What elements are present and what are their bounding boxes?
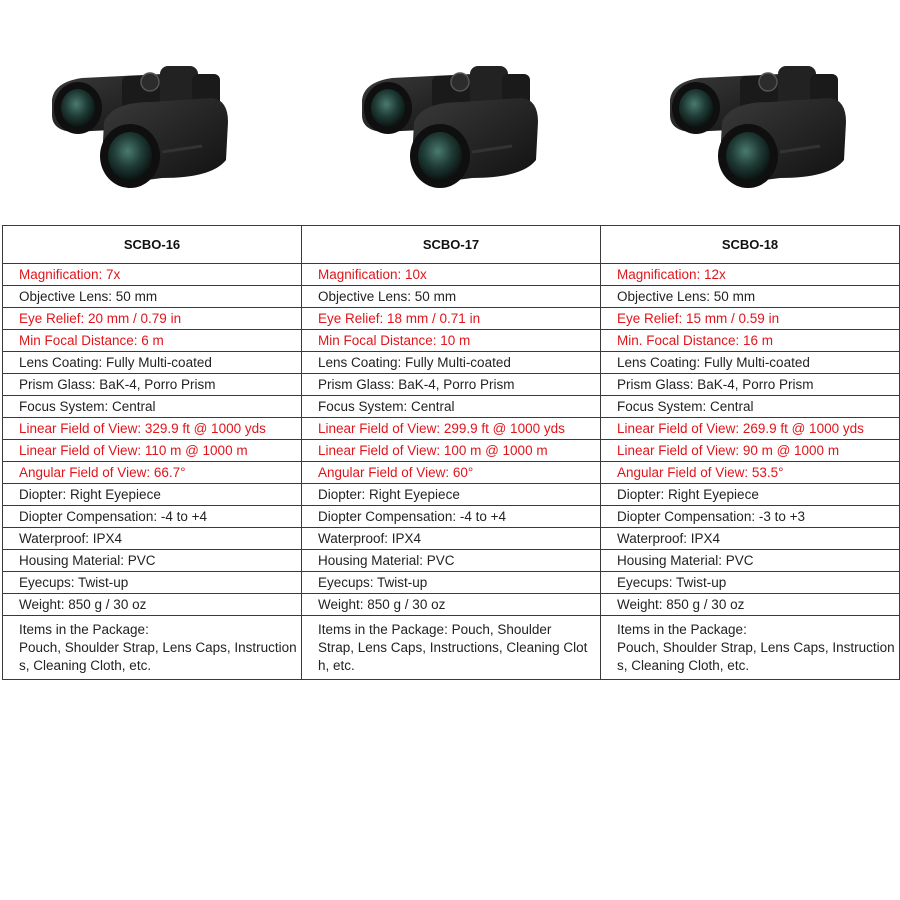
spec-cell: Weight: 850 g / 30 oz (601, 594, 900, 616)
package-title: Items in the Package: (19, 622, 149, 637)
binoculars-image-scbo-16 (42, 60, 242, 200)
table-row (3, 418, 900, 440)
package-items: Pouch, Shoulder Strap, Lens Caps, Instructions, Cleaning Cloth, etc. (19, 640, 297, 673)
table-header-row (3, 226, 900, 264)
spec-cell: Diopter Compensation: -4 to +4 (3, 506, 302, 528)
spec-cell: Focus System: Central (3, 396, 302, 418)
binoculars-image-scbo-18 (660, 60, 860, 200)
spec-cell: Linear Field of View: 90 m @ 1000 m (601, 440, 900, 462)
package-cell (302, 616, 601, 680)
spec-cell: Angular Field of View: 60° (302, 462, 601, 484)
binoculars-image-scbo-17 (352, 60, 552, 200)
table-row (3, 506, 900, 528)
spec-cell: Housing Material: PVC (302, 550, 601, 572)
package-items: Strap, Lens Caps, Instructions, Cleaning Cloth, etc. (318, 640, 588, 673)
table-row (3, 550, 900, 572)
table-row-package (3, 616, 900, 680)
table-row (3, 594, 900, 616)
table-row (3, 440, 900, 462)
spec-cell: Diopter: Right Eyepiece (3, 484, 302, 506)
spec-cell: Angular Field of View: 66.7° (3, 462, 302, 484)
spec-cell: Eyecups: Twist-up (302, 572, 601, 594)
table-row (3, 286, 900, 308)
package-title: Items in the Package: Pouch, Shoulder (318, 622, 552, 637)
spec-cell: Prism Glass: BaK-4, Porro Prism (601, 374, 900, 396)
spec-comparison-table (2, 225, 900, 680)
spec-cell: Weight: 850 g / 30 oz (3, 594, 302, 616)
spec-cell: Diopter: Right Eyepiece (302, 484, 601, 506)
spec-cell: Min. Focal Distance: 16 m (601, 330, 900, 352)
spec-cell: Eye Relief: 15 mm / 0.59 in (601, 308, 900, 330)
table-row (3, 572, 900, 594)
spec-cell: Linear Field of View: 100 m @ 1000 m (302, 440, 601, 462)
spec-cell: Objective Lens: 50 mm (3, 286, 302, 308)
spec-cell: Lens Coating: Fully Multi-coated (601, 352, 900, 374)
spec-cell: Weight: 850 g / 30 oz (302, 594, 601, 616)
column-header-model: SCBO-16 (3, 226, 302, 264)
table-row (3, 374, 900, 396)
spec-cell: Linear Field of View: 299.9 ft @ 1000 yds (302, 418, 601, 440)
package-title: Items in the Package: (617, 622, 747, 637)
spec-cell: Lens Coating: Fully Multi-coated (3, 352, 302, 374)
binoculars-icon (42, 60, 242, 200)
spec-cell: Min Focal Distance: 6 m (3, 330, 302, 352)
table-row (3, 308, 900, 330)
spec-cell: Eyecups: Twist-up (3, 572, 302, 594)
table-row (3, 396, 900, 418)
package-cell (601, 616, 900, 680)
spec-cell: Lens Coating: Fully Multi-coated (302, 352, 601, 374)
spec-cell: Magnification: 12x (601, 264, 900, 286)
spec-cell: Focus System: Central (601, 396, 900, 418)
spec-cell: Eye Relief: 20 mm / 0.79 in (3, 308, 302, 330)
table-row (3, 264, 900, 286)
spec-cell: Focus System: Central (302, 396, 601, 418)
spec-cell: Linear Field of View: 269.9 ft @ 1000 yds (601, 418, 900, 440)
package-cell (3, 616, 302, 680)
binoculars-icon (660, 60, 860, 200)
spec-cell: Magnification: 10x (302, 264, 601, 286)
spec-cell: Waterproof: IPX4 (302, 528, 601, 550)
spec-cell: Linear Field of View: 329.9 ft @ 1000 yds (3, 418, 302, 440)
binoculars-icon (352, 60, 552, 200)
table-row (3, 330, 900, 352)
spec-cell: Angular Field of View: 53.5° (601, 462, 900, 484)
spec-cell: Diopter: Right Eyepiece (601, 484, 900, 506)
spec-cell: Waterproof: IPX4 (3, 528, 302, 550)
spec-cell: Magnification: 7x (3, 264, 302, 286)
spec-cell: Waterproof: IPX4 (601, 528, 900, 550)
spec-cell: Min Focal Distance: 10 m (302, 330, 601, 352)
spec-cell: Eyecups: Twist-up (601, 572, 900, 594)
spec-cell: Prism Glass: BaK-4, Porro Prism (3, 374, 302, 396)
column-header-model: SCBO-17 (302, 226, 601, 264)
table-row (3, 352, 900, 374)
spec-cell: Diopter Compensation: -4 to +4 (302, 506, 601, 528)
package-items: Pouch, Shoulder Strap, Lens Caps, Instructions, Cleaning Cloth, etc. (617, 640, 895, 673)
table-row (3, 484, 900, 506)
product-images (0, 0, 900, 222)
spec-cell: Housing Material: PVC (3, 550, 302, 572)
spec-cell: Housing Material: PVC (601, 550, 900, 572)
column-header-model: SCBO-18 (601, 226, 900, 264)
spec-cell: Objective Lens: 50 mm (302, 286, 601, 308)
spec-cell: Linear Field of View: 110 m @ 1000 m (3, 440, 302, 462)
table-row (3, 462, 900, 484)
spec-cell: Prism Glass: BaK-4, Porro Prism (302, 374, 601, 396)
table-row (3, 528, 900, 550)
spec-cell: Objective Lens: 50 mm (601, 286, 900, 308)
spec-cell: Diopter Compensation: -3 to +3 (601, 506, 900, 528)
spec-cell: Eye Relief: 18 mm / 0.71 in (302, 308, 601, 330)
